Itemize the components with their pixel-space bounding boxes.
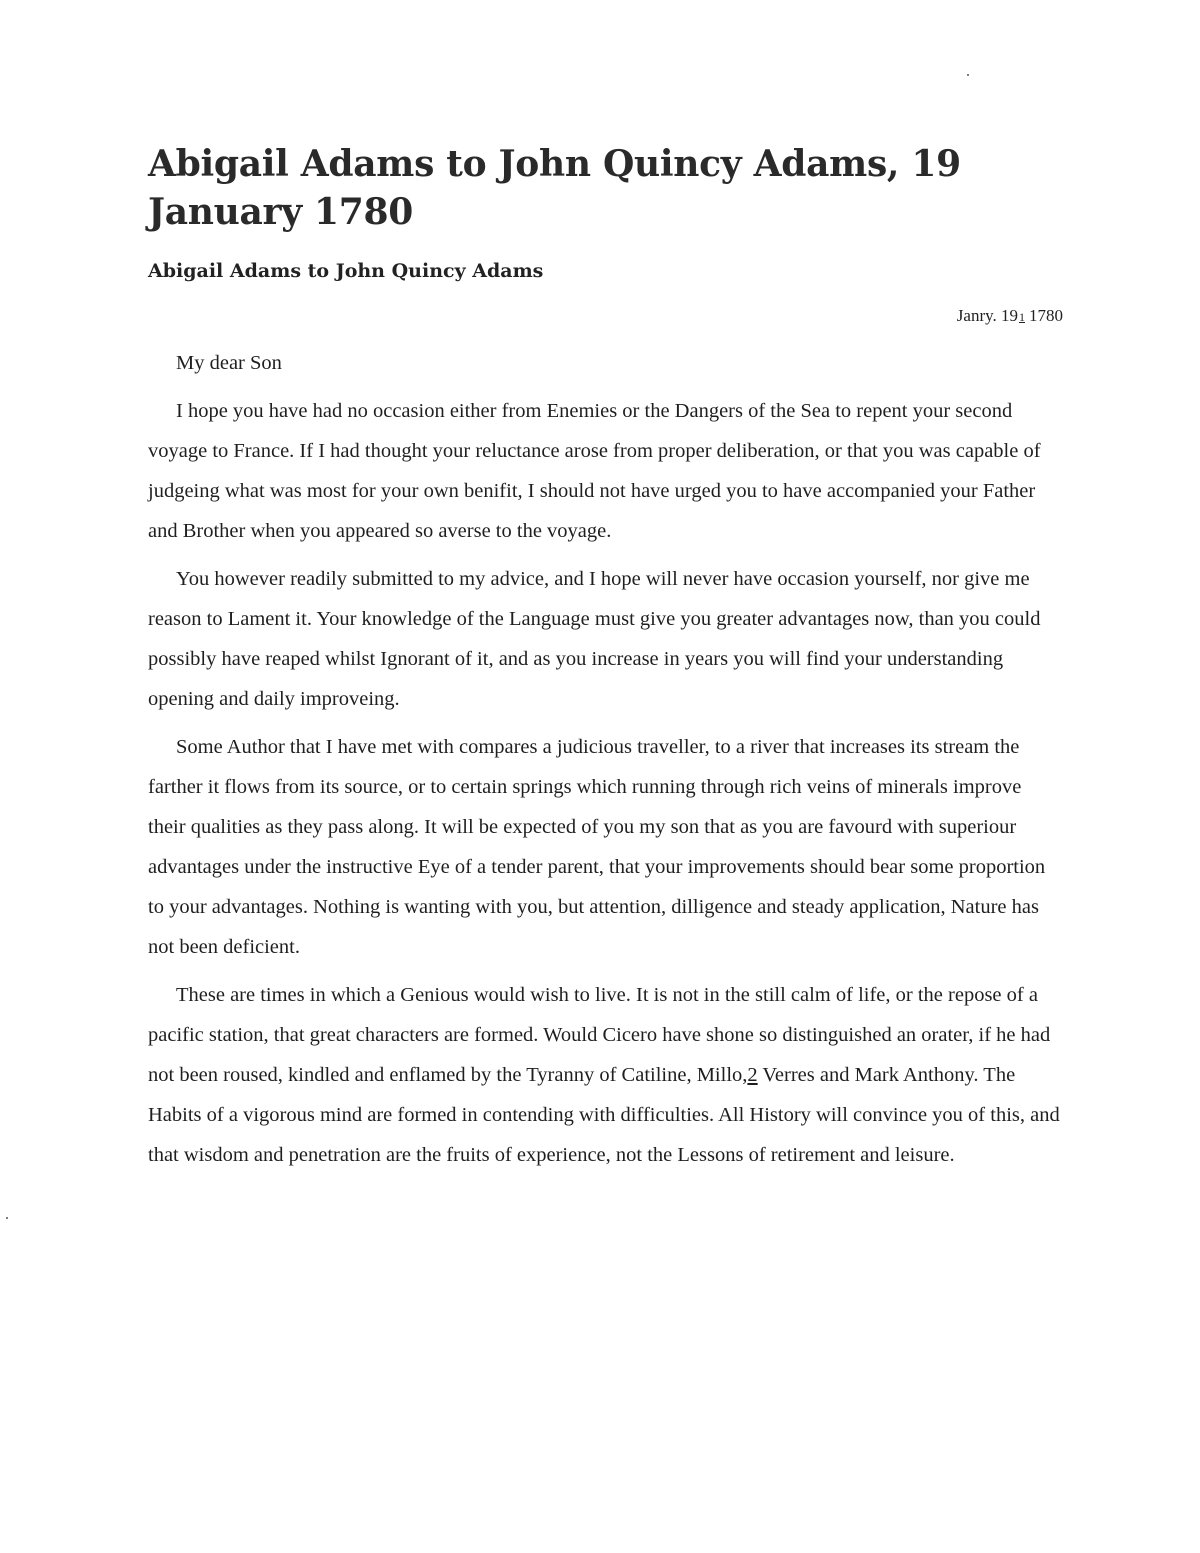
paragraph-4-text-start: These are times in which a Genious would wish to live. It is not in the still calm of life, or the repose of a pacific station, that great characters are formed. Would Cicero have shone so distinguished an orater, if he had not been roused, kindled and enflamed by the Tyranny of Catiline, Millo, (148, 984, 1051, 1086)
paragraph-4-text-end: Verres and Mark Anthony. The Habits of a vigorous mind are formed in contending with difficulties. All History will convince you of this, and that wisdom and penetration are the fruits of experience, not the Lessons of retirement and leisure. (148, 1064, 1060, 1166)
paragraph-1: I hope you have had no occasion either from Enemies or the Dangers of the Sea to repent your second voyage to France. If I had thought your reluctance arose from proper deliberation, or that you was capable of judgeing what was most for your own benifit, I should not have urged you to have accompanied your Father and Brother when you appeared so averse to the voyage. (148, 400, 1041, 542)
letter-date (148, 304, 1063, 329)
salutation: My dear Son (176, 352, 282, 374)
letter-date-day: Janry. 19 (956, 306, 1018, 325)
scan-speck-left-margin (6, 1217, 8, 1219)
footnote-link-1[interactable]: 1 (1019, 310, 1025, 324)
document-page (148, 140, 1063, 1175)
paragraph-4 (148, 975, 1063, 1175)
letter-date-year: 1780 (1029, 306, 1063, 325)
document-title: Abigail Adams to John Quincy Adams, 19 January 1780 (148, 143, 961, 233)
scan-speck-top-right (967, 74, 969, 76)
paragraph-2: You however readily submitted to my advice, and I hope will never have occasion yourself, nor give me reason to Lament it. Your knowledge of the Language must give you greater advantages now, than you could possibly have reaped whilst Ignorant of it, and as you increase in years you will find your understanding opening and daily improveing. (148, 568, 1041, 710)
document-subtitle: Abigail Adams to John Quincy Adams (148, 260, 544, 282)
footnote-link-2[interactable]: 2 (747, 1064, 758, 1086)
paragraph-3: Some Author that I have met with compares a judicious traveller, to a river that increases its stream the farther it flows from its source, or to certain springs which running through rich veins of minerals improve their qualities as they pass along. It will be expected of you my son that as you are favourd with superiour advantages under the instructive Eye of a tender parent, that your improvements should bear some proportion to your advantages. Nothing is wanting with you, but attention, dilligence and steady application, Nature has not been deficient. (148, 736, 1046, 958)
